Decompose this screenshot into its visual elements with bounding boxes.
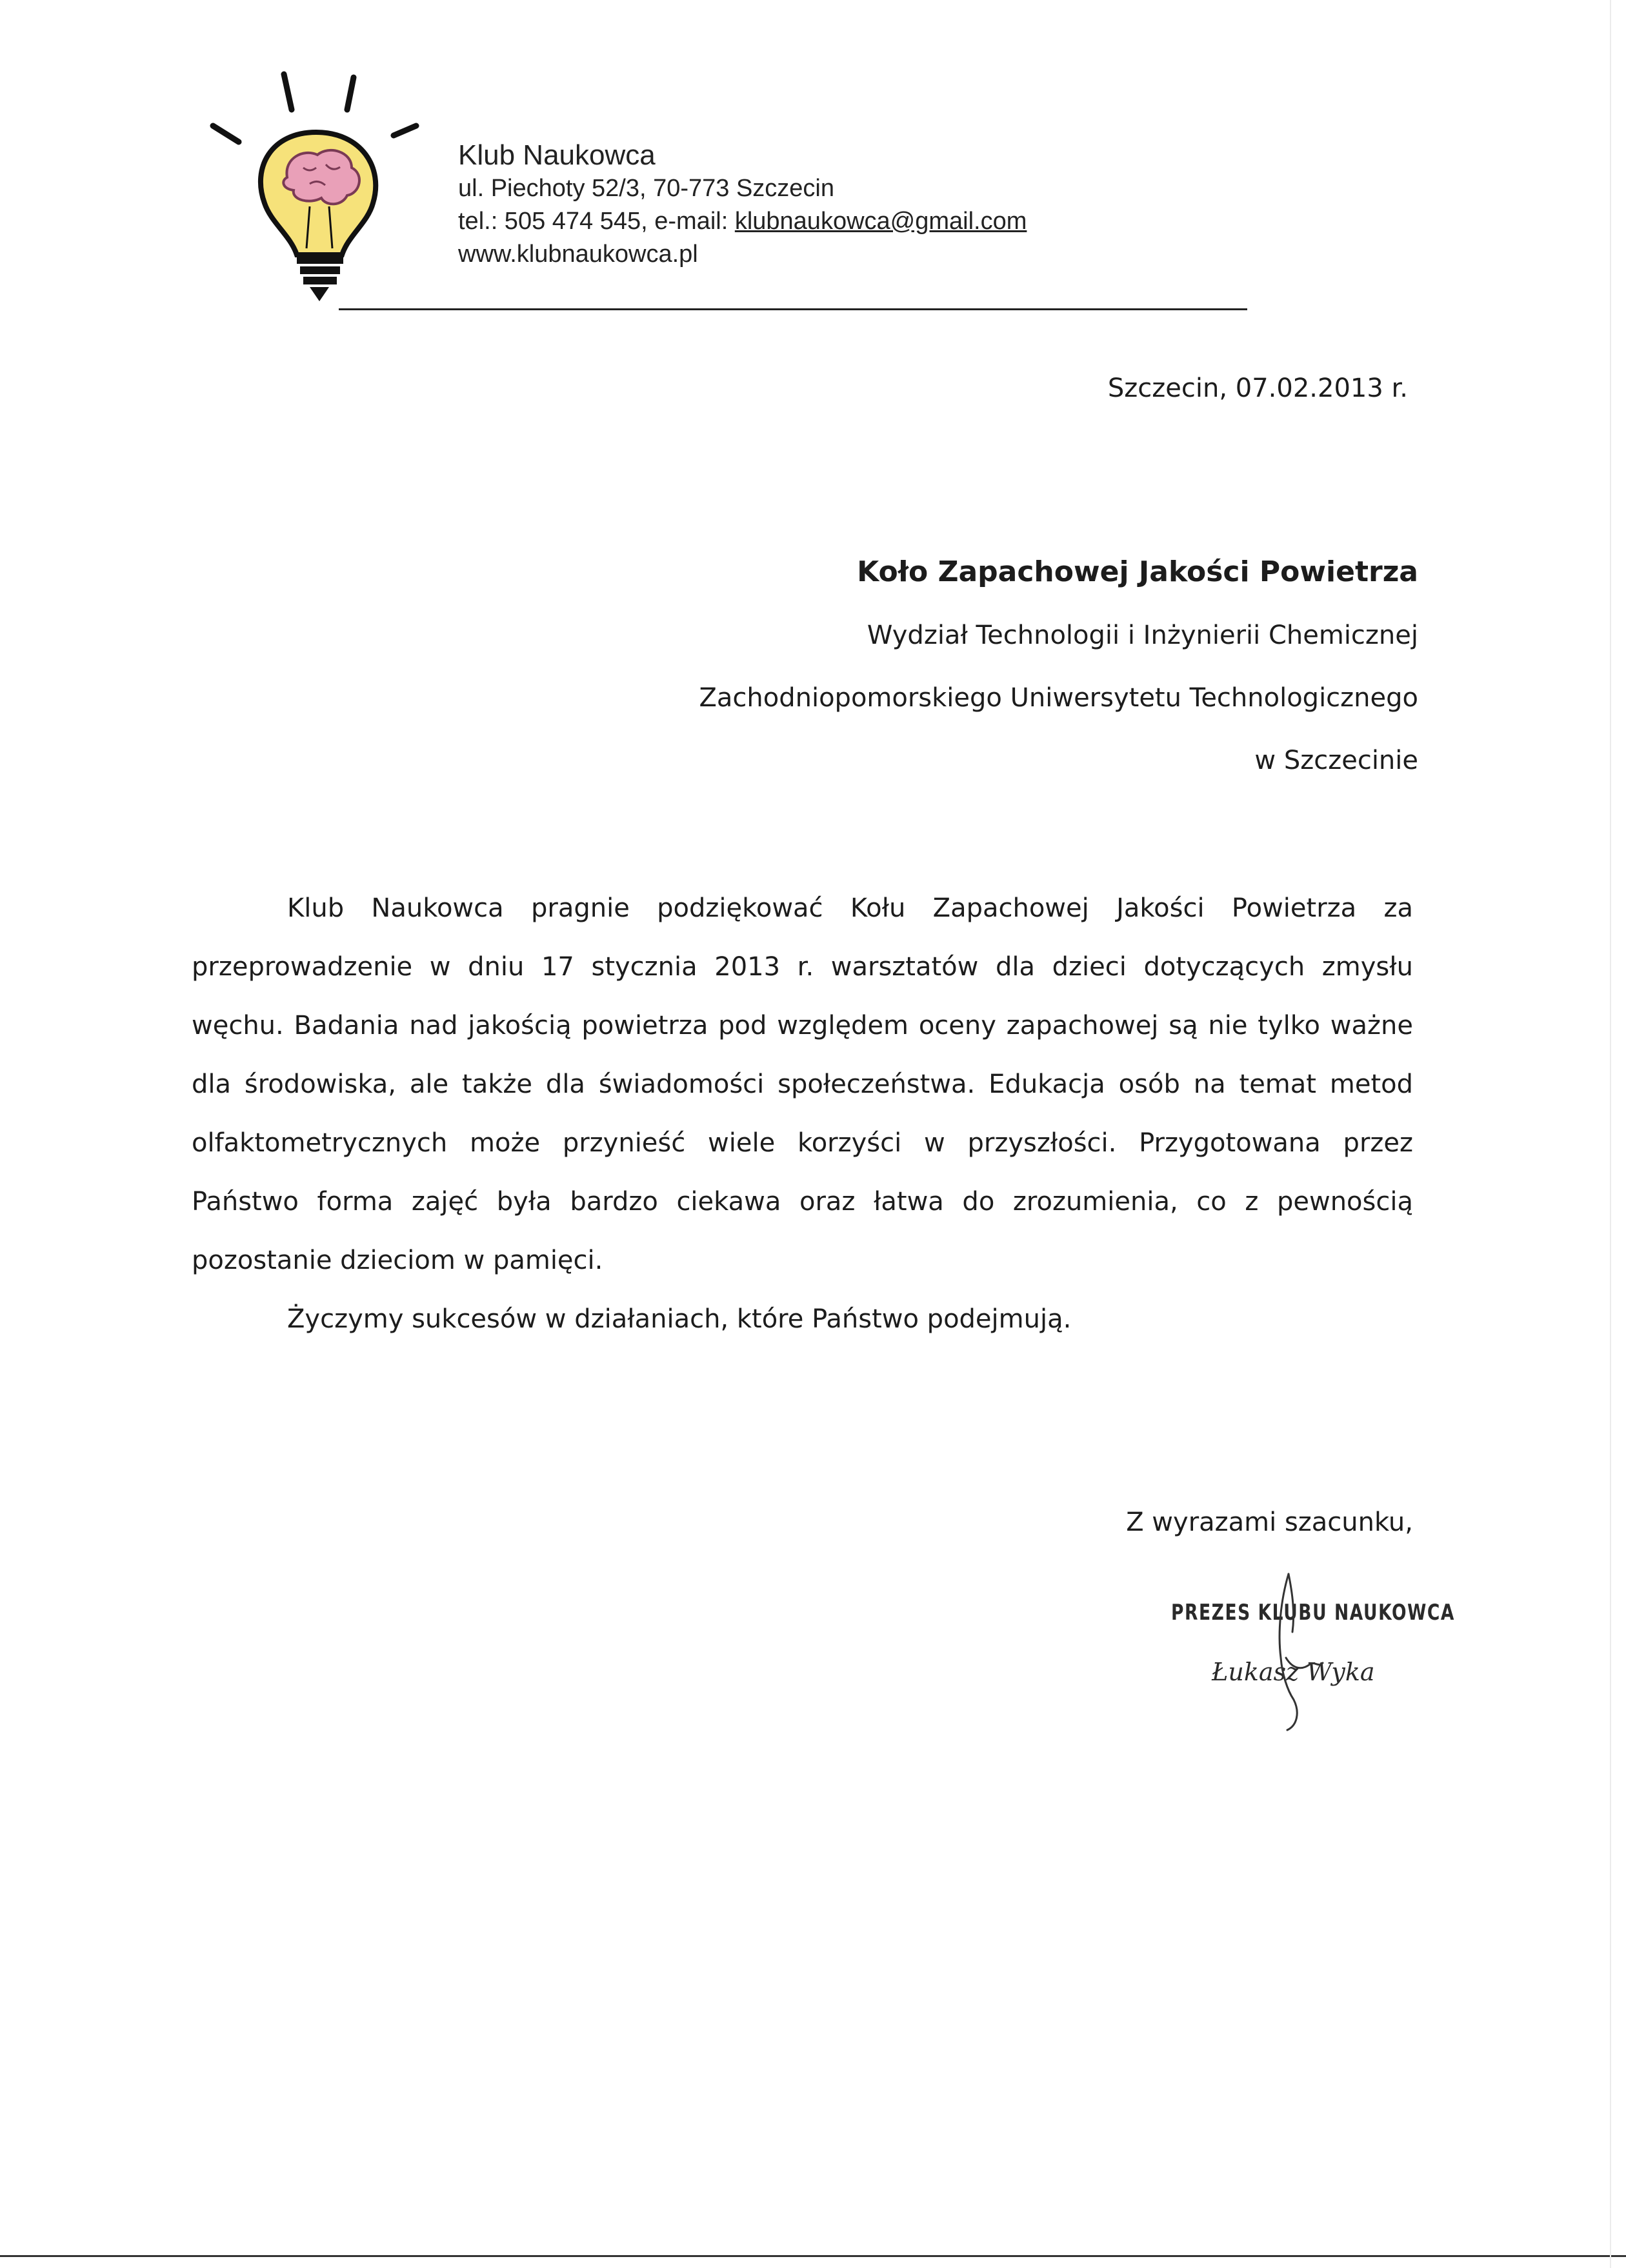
body-paragraph-wishes: Życzymy sukcesów w działaniach, które Państwo podejmują. bbox=[287, 1304, 1072, 1334]
recipient-name: Koło Zapachowej Jakości Powietrza bbox=[857, 555, 1418, 588]
scan-bottom-edge bbox=[0, 2255, 1626, 2257]
letterhead bbox=[458, 139, 1027, 271]
org-name: Klub Naukowca bbox=[458, 139, 656, 171]
scan-right-edge bbox=[1610, 0, 1611, 2268]
recipient-line-3: w Szczecinie bbox=[1254, 746, 1418, 775]
lightbulb-with-brain-icon bbox=[206, 61, 426, 306]
email-link[interactable]: klubnaukowca@gmail.com bbox=[734, 208, 1027, 235]
recipient-line-1: Wydział Technologii i Inżynierii Chemicznej bbox=[867, 621, 1418, 650]
org-contact bbox=[458, 205, 1027, 238]
body-paragraph: Klub Naukowca pragnie podziękować Kołu Zapachowej Jakości Powietrza za przeprowadzenie w dniu 17 stycznia 2013 r. warsztatów dla dzieci dotyczących zmysłu węchu. Badania nad jakością powietrza pod względem oceny zapachowej są nie tylko ważne dla środowiska, ale także dla świadomości społeczeństwa. Edukacja osób na temat metod olfaktometrycznych może przynieść wiele korzyści w przyszłości. Przygotowana przez Państwo forma zajęć była bardzo ciekawa oraz łatwa do zrozumienia, co z pewnością pozostanie dzieciom w pamięci. bbox=[192, 893, 1413, 1275]
letter-body bbox=[192, 879, 1413, 1349]
website-link[interactable]: www.klubnaukowca.pl bbox=[458, 241, 698, 268]
header-divider bbox=[339, 308, 1247, 310]
stamp-title: PREZES KLUBU NAUKOWCA bbox=[1171, 1600, 1456, 1626]
org-address: ul. Piechoty 52/3, 70-773 Szczecin bbox=[458, 175, 835, 202]
recipient-line-2: Zachodniopomorskiego Uniwersytetu Technologicznego bbox=[699, 683, 1418, 713]
letter-date: Szczecin, 07.02.2013 r. bbox=[1107, 373, 1408, 403]
handwritten-signature bbox=[1242, 1561, 1352, 1735]
stamp-name: Łukasz Wyka bbox=[1212, 1658, 1375, 1686]
contact-phone: tel.: 505 474 545, e-mail: bbox=[458, 208, 735, 235]
recipient-block bbox=[699, 553, 1419, 804]
closing-salutation: Z wyrazami szacunku, bbox=[1126, 1507, 1413, 1537]
